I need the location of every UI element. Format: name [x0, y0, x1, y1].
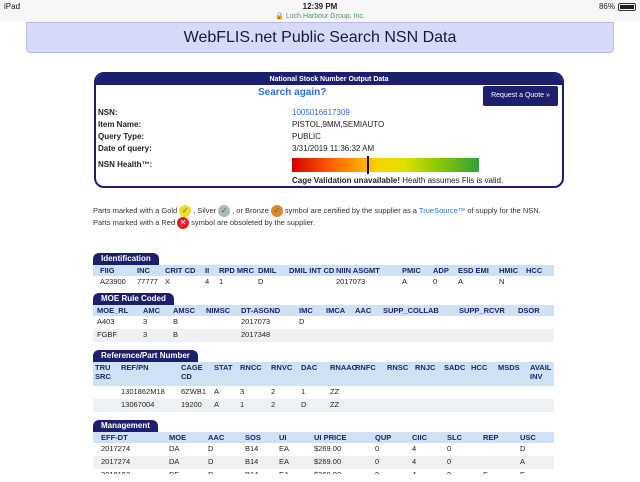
column-header: RNFC — [355, 363, 376, 372]
column-header: II — [205, 266, 210, 275]
field-value: PUBLIC — [292, 132, 321, 141]
table-cell: D — [208, 444, 214, 453]
table-cell: 3 — [143, 317, 148, 326]
table-cell: B14 — [245, 444, 259, 453]
cage-warning: Cage Validation unavailable! — [292, 176, 401, 185]
request-quote-button[interactable]: Request a Quote » — [483, 86, 558, 106]
column-header: CAGE CD — [181, 363, 203, 381]
reference-table — [93, 362, 554, 412]
column-header: FIIG — [100, 266, 115, 275]
page-bottom-edge — [0, 474, 640, 480]
table-cell: 2017073 — [241, 317, 271, 326]
column-header: ESD EMI — [458, 266, 489, 275]
table-cell: 13067004 — [121, 400, 155, 409]
column-header: CRIT CD — [165, 266, 196, 275]
cage-note: Health assumes Flis is valid. — [400, 176, 504, 185]
column-header: CIIC — [412, 433, 427, 442]
column-header: USC — [520, 433, 536, 442]
column-header: SLC — [447, 433, 462, 442]
column-header: REP — [483, 433, 499, 442]
table-cell: 0 — [433, 277, 438, 286]
table-header — [93, 265, 554, 276]
nsn-output-panel — [94, 72, 564, 188]
table-cell: 2 — [271, 400, 276, 409]
table-row — [93, 456, 554, 469]
legend-text: Parts marked with a Gold — [93, 206, 178, 215]
field-value: 3/31/2019 11:36:32 AM — [292, 144, 375, 153]
table-row — [93, 386, 554, 399]
column-header: DAC — [301, 363, 318, 372]
table-cell: 4 — [205, 277, 210, 286]
management-tab: Management — [93, 420, 158, 432]
field-label: Date of query: — [98, 144, 152, 153]
table-cell: 1301862M18 — [121, 387, 165, 396]
column-header: RNSC — [387, 363, 409, 372]
table-cell: 2017274 — [101, 444, 131, 453]
table-cell: 2017073 — [336, 277, 366, 286]
clock: 12:39 PM — [302, 2, 338, 11]
table-cell: 6ZWB1 — [181, 387, 207, 396]
table-cell: ZZ — [330, 387, 340, 396]
cage-validation-note — [292, 176, 503, 185]
table-cell: 1 — [301, 387, 306, 396]
health-gauge — [292, 158, 479, 172]
table-cell: X — [165, 277, 171, 286]
column-header: DT-ASGND — [241, 306, 281, 315]
column-header: DMIL INT CD — [289, 266, 335, 275]
table-cell: 1 — [240, 400, 245, 409]
column-header: UI PRICE — [314, 433, 347, 442]
table-cell: 0 — [375, 444, 380, 453]
table-cell: 2017274 — [101, 457, 131, 466]
table-cell: 0 — [447, 457, 452, 466]
output-header: National Stock Number Output Data — [96, 74, 562, 85]
table-cell: FGBF — [97, 330, 117, 339]
url-bar[interactable]: 🔒 Loch Harbour Group, Inc. — [275, 13, 365, 20]
identification-table — [93, 265, 554, 288]
table-row — [93, 276, 554, 288]
column-header: ADP — [433, 266, 449, 275]
legend-text: Parts marked with a Red — [93, 218, 176, 228]
reference-tab: Reference/Part Number — [93, 350, 198, 362]
column-header: AMC — [143, 306, 161, 315]
legend-text: , or Bronze — [232, 206, 269, 215]
column-header: SUPP_COLLAB — [383, 306, 439, 315]
table-cell: 3 — [143, 330, 148, 339]
table-cell: B — [173, 317, 179, 326]
identification-tab: Identification — [93, 253, 159, 265]
column-header: IMC — [299, 306, 313, 315]
table-cell: D — [208, 457, 214, 466]
column-header: MOE_RL — [97, 306, 129, 315]
legend-text: , Silver — [193, 206, 217, 215]
table-cell: 0 — [375, 457, 380, 466]
table-cell: A — [214, 400, 220, 409]
table-cell: 2 — [271, 387, 276, 396]
table-cell: 19200 — [181, 400, 202, 409]
url-text: Loch Harbour Group, Inc. — [285, 13, 365, 20]
table-cell: A — [458, 277, 464, 286]
table-cell: B14 — [245, 457, 259, 466]
table-cell: N — [499, 277, 505, 286]
certification-legend — [93, 205, 563, 229]
table-cell: DA — [169, 457, 180, 466]
table-header — [93, 305, 554, 316]
health-marker — [367, 156, 369, 174]
table-row — [93, 399, 554, 412]
field-label: Query Type: — [98, 132, 145, 141]
legend-text: symbol are certified by the supplier as a — [284, 206, 417, 215]
field-label: NSN Health™: — [98, 160, 153, 169]
field-value: PISTOL,9MM,SEMIAUTO — [292, 120, 385, 129]
column-header: REF/PN — [121, 363, 149, 372]
table-cell: A23900 — [100, 277, 126, 286]
column-header: MOE — [169, 433, 187, 442]
table-cell: EA — [279, 457, 290, 466]
table-cell: 4 — [412, 444, 417, 453]
column-header: SOS — [245, 433, 261, 442]
field-label: Item Name: — [98, 120, 142, 129]
table-row — [93, 443, 554, 456]
legend-text: of supply for the NSN. — [467, 206, 541, 215]
column-header: SUPP_RCVR — [459, 306, 505, 315]
field-label: NSN: — [98, 108, 118, 117]
table-row — [93, 316, 554, 329]
battery-icon — [618, 3, 636, 11]
table-cell: ZZ — [330, 400, 340, 409]
search-again-link[interactable]: Search again? — [258, 87, 327, 98]
column-header: SADC — [444, 363, 466, 372]
table-cell: EA — [279, 444, 290, 453]
battery-percent: 86% — [598, 2, 615, 11]
column-header: NIIN ASGMT — [336, 266, 380, 275]
column-header: NIMSC — [206, 306, 231, 315]
column-header: AMSC — [173, 306, 196, 315]
column-header: RNVC — [271, 363, 293, 372]
column-header: AAC — [208, 433, 225, 442]
table-header — [93, 362, 554, 386]
table-cell: D — [301, 400, 307, 409]
table-cell: D — [299, 317, 305, 326]
truesource-link[interactable]: TrueSource™ — [418, 206, 466, 215]
page-title: WebFLIS.net Public Search NSN Data — [183, 29, 457, 46]
moe-rule-table — [93, 305, 554, 342]
table-cell: $269.00 — [314, 457, 342, 466]
device-label: iPad — [4, 2, 21, 11]
table-cell: A — [402, 277, 408, 286]
column-header: IMCA — [326, 306, 346, 315]
legend-text: symbol are obsoleted by the supplier. — [191, 218, 315, 228]
table-row — [93, 329, 554, 342]
column-header: PMIC — [402, 266, 421, 275]
nsn-link[interactable]: 1005016617309 — [292, 108, 350, 117]
table-cell: $269.00 — [314, 444, 342, 453]
table-cell: 3 — [240, 387, 245, 396]
table-cell: 2017348 — [241, 330, 271, 339]
table-cell: 77777 — [137, 277, 158, 286]
table-cell: 1 — [219, 277, 224, 286]
moe-rule-tab: MOE Rule Coded — [93, 293, 174, 305]
column-header: DMIL — [258, 266, 277, 275]
bronze-check-icon — [271, 205, 283, 217]
column-header: UI — [279, 433, 287, 442]
column-header: HMIC — [499, 266, 519, 275]
column-header: RNCC — [240, 363, 262, 372]
column-header: AAC — [355, 306, 372, 315]
table-cell: A — [214, 387, 220, 396]
table-cell: D — [520, 444, 526, 453]
table-cell: 4 — [412, 457, 417, 466]
column-header: RPD MRC — [219, 266, 254, 275]
table-header — [93, 432, 554, 443]
status-bar — [0, 0, 640, 22]
column-header: RNAAC — [330, 363, 358, 372]
page-banner — [26, 22, 614, 53]
column-header: AVAIL INV — [530, 363, 552, 381]
column-header: TRU SRC — [95, 363, 111, 381]
table-cell: A — [520, 457, 526, 466]
column-header: EFF-DT — [101, 433, 128, 442]
column-header: RNJC — [415, 363, 436, 372]
column-header: HCC — [471, 363, 488, 372]
table-cell: D — [258, 277, 264, 286]
table-cell: B — [173, 330, 179, 339]
battery-indicator — [599, 2, 636, 11]
red-obsolete-icon — [177, 217, 189, 229]
table-cell: A403 — [97, 317, 115, 326]
gold-check-icon — [179, 205, 191, 217]
column-header: STAT — [214, 363, 233, 372]
silver-check-icon — [218, 205, 230, 217]
column-header: QUP — [375, 433, 392, 442]
table-cell: DA — [169, 444, 180, 453]
column-header: DSOR — [518, 306, 540, 315]
column-header: MSDS — [498, 363, 520, 372]
column-header: INC — [137, 266, 150, 275]
column-header: HCC — [526, 266, 543, 275]
table-cell: 0 — [447, 444, 452, 453]
